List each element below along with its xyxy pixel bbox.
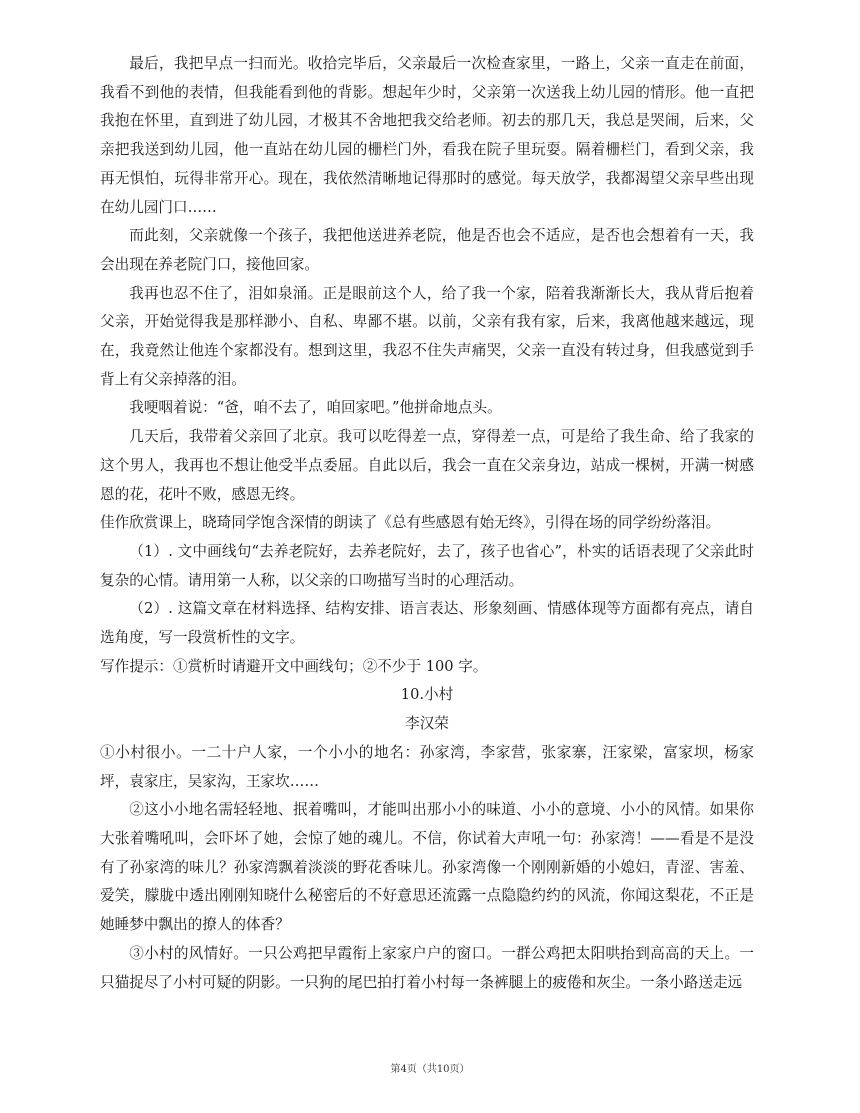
story-paragraph-2: 而此刻，父亲就像一个孩子，我把他送进养老院，他是否也会不适应，是否也会想着有一天，我会出现在养老院门口，接他回家。 <box>100 227 754 273</box>
article-author: 李汉荣 <box>405 715 449 733</box>
story-paragraph-4: 我哽咽着说：“爸，咱不去了，咱回家吧。”他拼命地点头。 <box>129 399 502 417</box>
article-title: 10.小村 <box>400 686 454 704</box>
page-footer: 第4页（共10页） <box>390 1064 470 1075</box>
page-content <box>100 50 754 997</box>
story-paragraph-5: 几天后，我带着父亲回了北京。我可以吃得差一点，穿得差一点，可是给了我生命、给了我家的这个男人，我再也不想让他受半点委屈。自此以后，我会一直在父亲身边，站成一棵树，开满一树感恩的花，花叶不败，感恩无终。 <box>100 428 754 503</box>
question-1: （1）. 文中画线句“去养老院好，去养老院好，去了，孩子也省心”，朴实的话语表现了父亲此时复杂的心情。请用第一人称，以父亲的口吻描写当时的心理活动。 <box>100 542 754 589</box>
article-paragraph-2: ②这小小地名需轻轻地、抿着嘴叫，才能叫出那小小的味道、小小的意境、小小的风情。如果你大张着嘴吼叫，会吓坏了她，会惊了她的魂儿。不信，你试着大声吼一句：孙家湾！——看是不是没有了孙家湾的味儿？孙家湾飘着淡淡的野花香味儿。孙家湾像一个刚刚新婚的小媳妇，青涩、害羞、爱笑，朦胧中透出刚刚知晓什么秘密后的不好意思还流露一点隐隐约约的风流，你闻这梨花，不正是她睡梦中飘出的撩人的体香？ <box>100 801 754 934</box>
question-2: （2）. 这篇文章在材料选择、结构安排、语言表达、形象刻画、情感体现等方面都有亮点，请自选角度，写一段赏析性的文字。 <box>100 600 754 647</box>
story-paragraph-3: 我再也忍不住了，泪如泉涌。正是眼前这个人，给了我一个家，陪着我渐渐长大，我从背后抱着父亲，开始觉得我是那样渺小、自私、卑鄙不堪。以前，父亲有我有家，后来，我离他越来越远，现在，我竟然让他连个家都没有。想到这里，我忍不住失声痛哭，父亲一直没有转过身，但我感觉到手背上有父亲掉落的泪。 <box>100 284 754 388</box>
story-paragraph-1: 最后，我把早点一扫而光。收拾完毕后，父亲最后一次检查家里，一路上，父亲一直走在前面，我看不到他的表情，但我能看到他的背影。想起年少时，父亲第一次送我上幼儿园的情形。他一直把我抱在怀里，直到进了幼儿园，才极其不舍地把我交给老师。初去的那几天，我总是哭闹，后来，父亲把我送到幼儿园，他一直站在幼儿园的栅栏门外，看我在院子里玩耍。隔着栅栏门，看到父亲，我再无惧怕，玩得非常开心。现在，我依然清晰地记得那时的感觉。每天放学，我都渴望父亲早些出现在幼儿园门口…… <box>100 55 754 216</box>
appreciation-line: 佳作欣赏课上，晓琦同学饱含深情的朗读了《总有些感恩有始无终》，引得在场的同学纷纷落泪。 <box>100 514 721 532</box>
article-paragraph-3: ③小村的风情好。一只公鸡把早霞衔上家家户户的窗口。一群公鸡把太阳哄抬到高高的天上。一只猫捉尽了小村可疑的阴影。一只狗的尾巴拍打着小村每一条裤腿上的疲倦和灰尘。一条小路送走远 <box>100 944 754 991</box>
article-paragraph-1: ①小村很小。一二十户人家，一个小小的地名：孙家湾，李家营，张家寨，汪家梁，富家坝，杨家坪，袁家庄，吴家沟，王家坎…… <box>100 743 754 790</box>
writing-tip: 写作提示：①赏析时请避开文中画线句；②不少于 100 字。 <box>100 657 488 675</box>
